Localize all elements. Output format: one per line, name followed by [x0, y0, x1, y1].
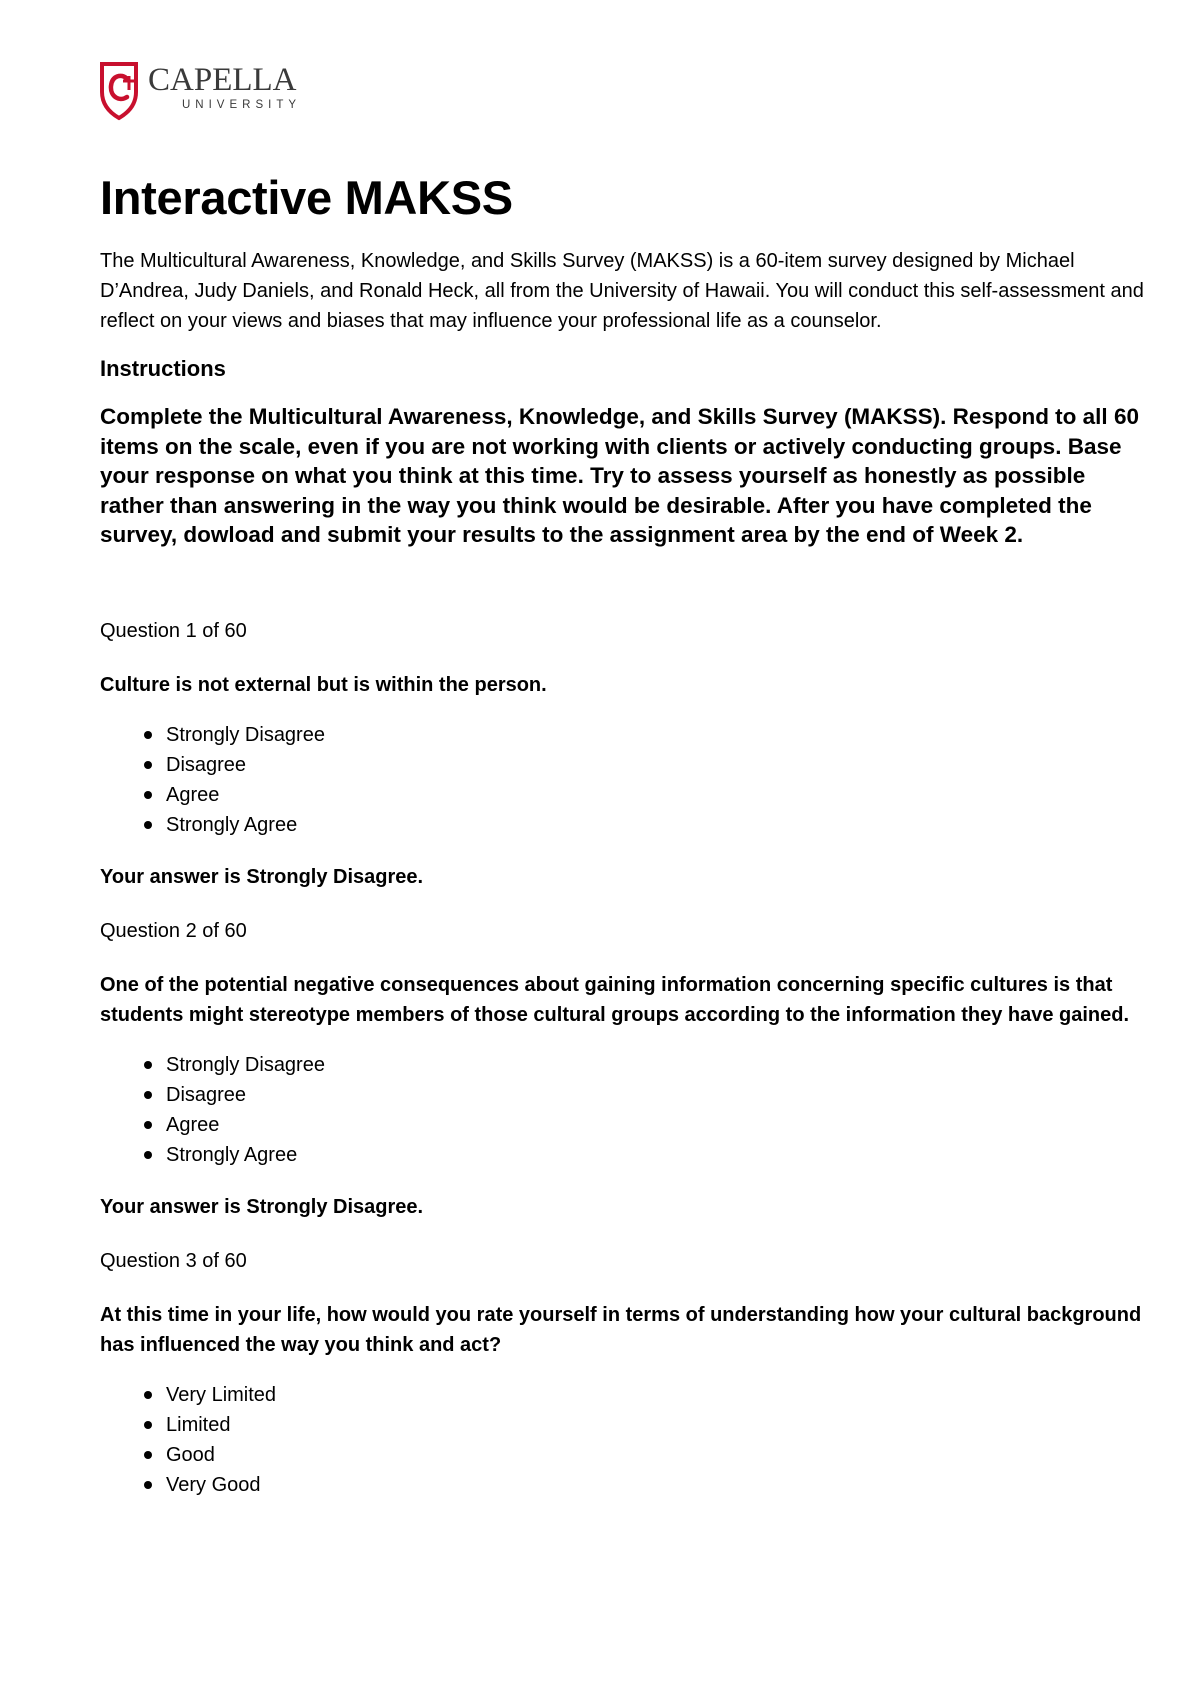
- option-item: [144, 720, 1150, 750]
- bullet-icon: [144, 1121, 152, 1129]
- option-label: Agree: [166, 783, 220, 806]
- answer-options: [100, 720, 1150, 840]
- page-title: Interactive MAKSS: [100, 171, 513, 224]
- option-label: Very Limited: [166, 1383, 277, 1406]
- brand-subname: UNIVERSITY: [182, 99, 302, 111]
- option-item: [144, 1080, 1150, 1110]
- question-counter: Question 2 of 60: [100, 919, 247, 942]
- option-label: Very Good: [166, 1473, 261, 1496]
- option-item: [144, 1410, 1150, 1440]
- instructions-heading: Instructions: [100, 356, 226, 381]
- bullet-icon: [144, 791, 152, 799]
- question-text: One of the potential negative consequences about gaining information concerning specific cultures is that students might stereotype members of those cultural groups according to the information they have gained.: [100, 973, 1130, 1026]
- option-label: Strongly Agree: [166, 813, 298, 836]
- option-item: [144, 1380, 1150, 1410]
- option-item: [144, 1050, 1150, 1080]
- option-item: [144, 750, 1150, 780]
- option-label: Good: [166, 1443, 215, 1466]
- question-block: [100, 916, 1150, 1222]
- main-content: [100, 170, 1150, 1522]
- option-label: Agree: [166, 1113, 220, 1136]
- answer-options: [100, 1050, 1150, 1170]
- answer-text: Your answer is Strongly Disagree.: [100, 865, 424, 888]
- question-block: [100, 1246, 1150, 1500]
- brand-name: CAPELLA: [148, 62, 297, 98]
- question-text: At this time in your life, how would you rate yourself in terms of understanding how your cultural background has influenced the way you think and act?: [100, 1303, 1142, 1356]
- option-item: [144, 1140, 1150, 1170]
- question-block: [100, 616, 1150, 892]
- bullet-icon: [144, 731, 152, 739]
- answer-text: Your answer is Strongly Disagree.: [100, 1195, 424, 1218]
- bullet-icon: [144, 1481, 152, 1489]
- option-item: [144, 780, 1150, 810]
- option-label: Disagree: [166, 1083, 247, 1106]
- answer-options: [100, 1380, 1150, 1500]
- option-label: Limited: [166, 1413, 231, 1436]
- option-item: [144, 1470, 1150, 1500]
- bullet-icon: [144, 761, 152, 769]
- intro-paragraph: The Multicultural Awareness, Knowledge, and Skills Survey (MAKSS) is a 60-item survey designed by Michael D’Andrea, Judy Daniels, and Ronald Heck, all from the University of Hawaii. You will conduct this self-assessment and reflect on your views and biases that may influence your professional life as a counselor.: [100, 250, 1144, 332]
- bullet-icon: [144, 821, 152, 829]
- question-text: Culture is not external but is within the person.: [100, 673, 547, 696]
- bullet-icon: [144, 1151, 152, 1159]
- option-label: Strongly Disagree: [166, 723, 325, 746]
- option-label: Strongly Agree: [166, 1143, 298, 1166]
- option-item: [144, 810, 1150, 840]
- bullet-icon: [144, 1061, 152, 1069]
- question-counter: Question 3 of 60: [100, 1249, 247, 1272]
- option-label: Disagree: [166, 753, 247, 776]
- capella-logo: [100, 62, 360, 124]
- option-label: Strongly Disagree: [166, 1053, 325, 1076]
- instructions-body: Complete the Multicultural Awareness, Knowledge, and Skills Survey (MAKSS). Respond to all 60 items on the scale, even if you are not working with clients or actively conducting groups. Base your response on what you think at this time. Try to assess yourself as honestly as possible rather than answering in the way you think would be desirable. After you have completed the survey, dowload and submit your results to the assignment area by the end of Week 2.: [100, 404, 1139, 547]
- bullet-icon: [144, 1391, 152, 1399]
- bullet-icon: [144, 1421, 152, 1429]
- bullet-icon: [144, 1451, 152, 1459]
- bullet-icon: [144, 1091, 152, 1099]
- option-item: [144, 1440, 1150, 1470]
- option-item: [144, 1110, 1150, 1140]
- question-counter: Question 1 of 60: [100, 619, 247, 642]
